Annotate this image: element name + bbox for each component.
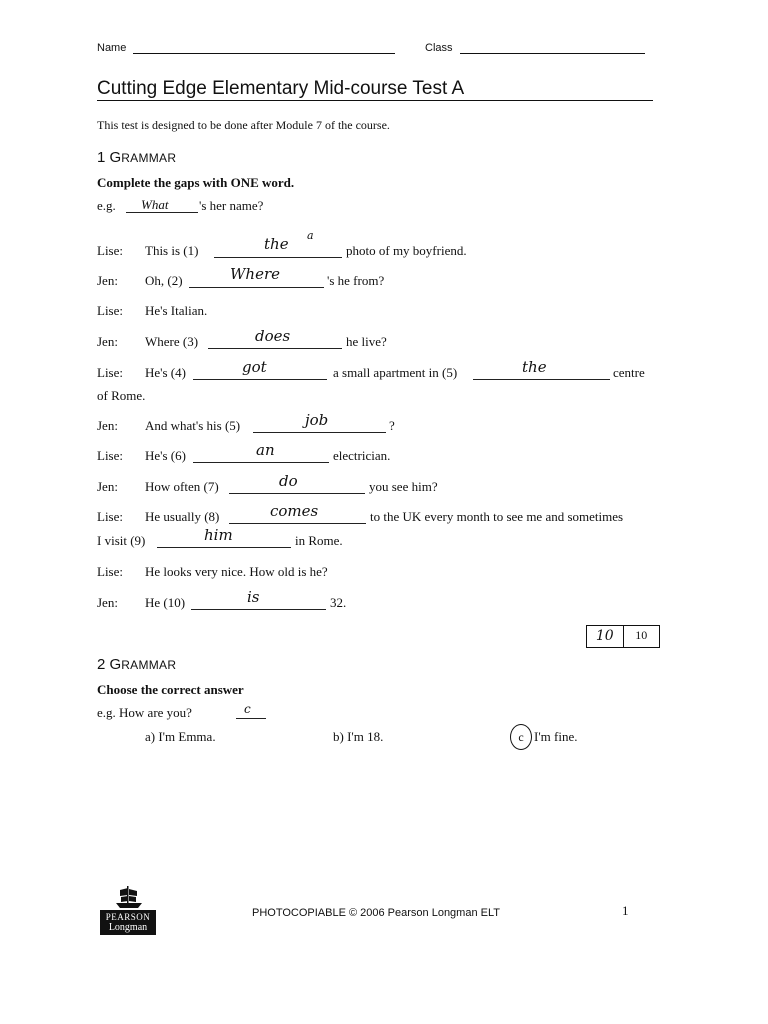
section2-instruction: Choose the correct answer bbox=[97, 682, 244, 697]
speaker-label: Lise: bbox=[97, 448, 123, 463]
dialogue-text: He usually (8) bbox=[145, 509, 220, 524]
dialogue-text: to the UK every month to see me and sometimes bbox=[370, 509, 624, 524]
copyright-text: PHOTOCOPIABLE © 2006 Pearson Longman ELT bbox=[252, 907, 500, 919]
dialogue-text: a small apartment in (5) bbox=[333, 365, 458, 380]
dialogue-text: photo of my boyfriend. bbox=[346, 243, 467, 258]
title-underline bbox=[97, 80, 653, 101]
handwritten-answer: an bbox=[256, 441, 275, 459]
option-c-letter: c bbox=[518, 730, 524, 744]
speaker-label: Jen: bbox=[97, 334, 118, 349]
example-prefix: e.g. bbox=[97, 198, 116, 213]
dialogue-text: He (10) bbox=[145, 595, 186, 610]
dialogue-text: I visit (9) bbox=[97, 533, 146, 548]
handwritten-answer: the bbox=[522, 358, 547, 376]
dialogue-text: Where (3) bbox=[145, 334, 199, 349]
option-b[interactable]: b) I'm 18. bbox=[333, 729, 384, 744]
page-number: 1 bbox=[622, 903, 629, 918]
ship-logo-icon bbox=[100, 884, 158, 910]
speaker-label: Lise: bbox=[97, 564, 123, 579]
dialogue-text: 32. bbox=[330, 595, 347, 610]
handwritten-extra: a bbox=[307, 229, 314, 242]
answer-gap-line[interactable] bbox=[473, 379, 610, 380]
intro-text: This test is designed to be done after Module 7 of the course. bbox=[97, 118, 390, 132]
dialogue-text: in Rome. bbox=[295, 533, 343, 548]
answer-gap-line[interactable] bbox=[193, 379, 327, 380]
logo-longman: Longman bbox=[108, 922, 148, 933]
option-a[interactable]: a) I'm Emma. bbox=[145, 729, 216, 744]
dialogue-text: And what's his (5) bbox=[145, 418, 241, 433]
speaker-label: Lise: bbox=[97, 509, 123, 524]
class-label: Class bbox=[425, 42, 453, 54]
dialogue-text: you see him? bbox=[369, 479, 438, 494]
score-total: 10 bbox=[635, 628, 648, 642]
dialogue-text: How often (7) bbox=[145, 479, 219, 494]
score-handwritten: 10 bbox=[587, 626, 624, 647]
logo-pearson: PEARSON bbox=[105, 912, 151, 922]
dialogue-text: This is (1) bbox=[145, 243, 199, 258]
dialogue-text: He's Italian. bbox=[145, 303, 208, 318]
logo-box bbox=[100, 910, 156, 935]
dialogue-text: centre bbox=[613, 365, 645, 380]
speaker-label: Lise: bbox=[97, 365, 123, 380]
option-c-circle[interactable] bbox=[510, 724, 532, 750]
handwritten-answer: got bbox=[242, 358, 267, 376]
option-c[interactable]: I'm fine. bbox=[534, 729, 578, 744]
page-title: Cutting Edge Elementary Mid-course Test A bbox=[97, 78, 465, 99]
handwritten-answer: is bbox=[247, 588, 260, 606]
section1-heading-rest: RAMMAR bbox=[121, 151, 177, 165]
dialogue-text: He's (6) bbox=[145, 448, 186, 463]
name-field-line bbox=[133, 40, 395, 54]
score-box bbox=[586, 625, 660, 648]
dialogue-text: He looks very nice. How old is he? bbox=[145, 564, 328, 579]
section2-example-gap bbox=[236, 718, 266, 719]
answer-gap-line[interactable] bbox=[229, 493, 365, 494]
class-field-line bbox=[460, 40, 645, 54]
answer-gap-line[interactable] bbox=[157, 547, 291, 548]
example-suffix: 's her name? bbox=[199, 198, 264, 213]
speaker-label: Jen: bbox=[97, 479, 118, 494]
section2-heading bbox=[97, 656, 176, 673]
dialogue-text: he live? bbox=[346, 334, 387, 349]
dialogue-text: ? bbox=[389, 418, 395, 433]
answer-gap-line[interactable] bbox=[253, 432, 386, 433]
section2-example-answer: c bbox=[244, 702, 251, 716]
pearson-logo bbox=[100, 884, 158, 942]
section2-heading-first: G bbox=[109, 656, 122, 673]
answer-gap-line[interactable] bbox=[193, 462, 329, 463]
name-label: Name bbox=[97, 42, 127, 54]
dialogue-text: Oh, (2) bbox=[145, 273, 183, 288]
example-answer: What bbox=[141, 197, 169, 212]
handwritten-answer: job bbox=[305, 411, 329, 429]
answer-gap-line[interactable] bbox=[229, 523, 366, 524]
dialogue-text: He's (4) bbox=[145, 365, 186, 380]
handwritten-answer: comes bbox=[270, 502, 319, 520]
handwritten-answer: the bbox=[264, 235, 289, 253]
section2-number: 2 bbox=[97, 656, 106, 673]
section1-instruction: Complete the gaps with ONE word. bbox=[97, 175, 295, 190]
handwritten-answer: him bbox=[204, 526, 233, 544]
section1-heading bbox=[97, 149, 176, 166]
speaker-label: Lise: bbox=[97, 243, 123, 258]
handwritten-answer: does bbox=[255, 327, 291, 345]
answer-gap-line[interactable] bbox=[208, 348, 342, 349]
speaker-label: Lise: bbox=[97, 303, 123, 318]
answer-gap-line[interactable] bbox=[189, 287, 324, 288]
speaker-label: Jen: bbox=[97, 595, 118, 610]
handwritten-answer: Where bbox=[230, 265, 281, 283]
speaker-label: Jen: bbox=[97, 273, 118, 288]
answer-gap-line[interactable] bbox=[191, 609, 326, 610]
section2-heading-rest: RAMMAR bbox=[121, 658, 177, 672]
dialogue-text: electrician. bbox=[333, 448, 391, 463]
answer-gap-line[interactable] bbox=[214, 257, 342, 258]
section1-heading-first: G bbox=[109, 149, 122, 166]
handwritten-answer: do bbox=[279, 472, 298, 490]
section2-example: e.g. How are you? bbox=[97, 705, 192, 720]
speaker-label: Jen: bbox=[97, 418, 118, 433]
section1-number: 1 bbox=[97, 149, 106, 166]
dialogue-text: of Rome. bbox=[97, 388, 146, 403]
dialogue-text: 's he from? bbox=[327, 273, 385, 288]
